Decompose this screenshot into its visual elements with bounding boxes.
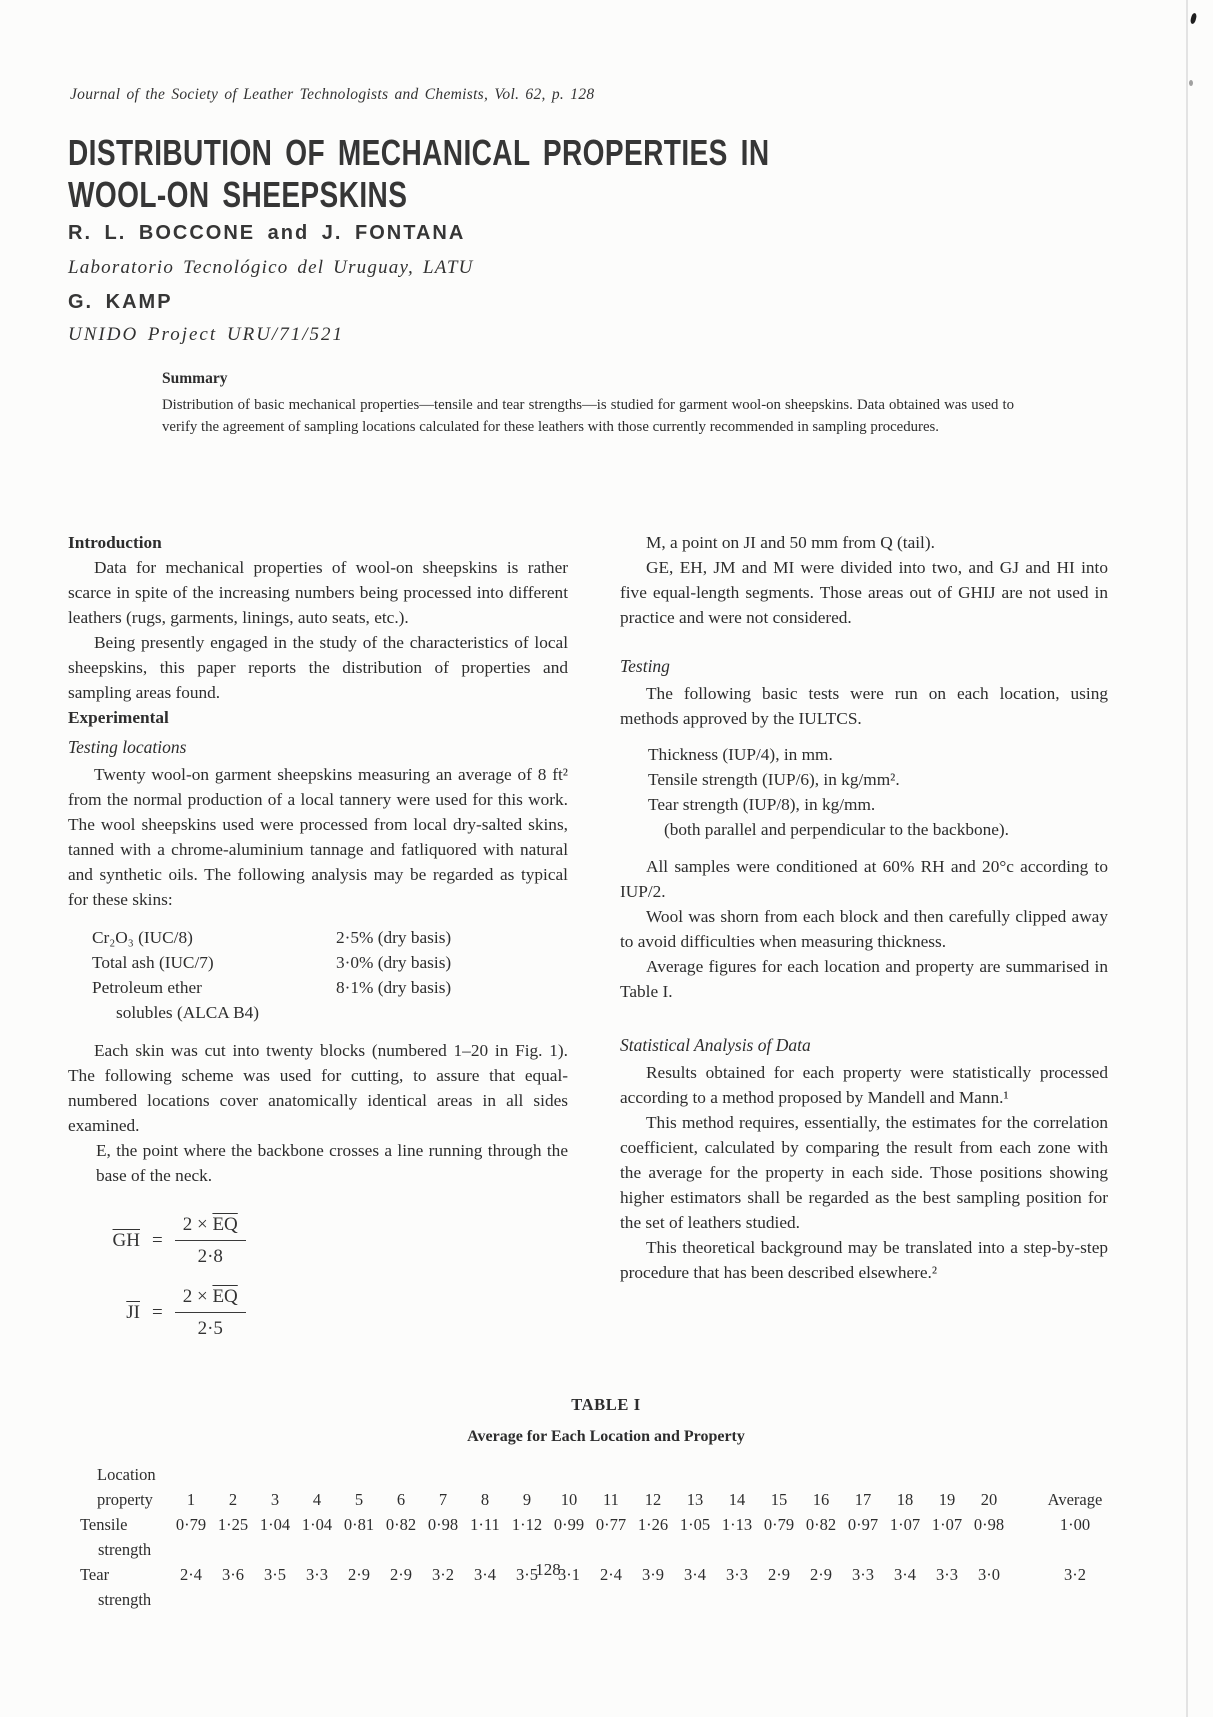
test-item: Tear strength (IUP/8), in kg/mm. — [648, 795, 876, 814]
location-number: 4 — [312, 1490, 322, 1509]
analysis-name — [92, 975, 336, 1025]
testing-paragraph-1: The following basic tests were run on each location, using methods approved by the IULTCS. — [620, 684, 1108, 728]
location-number: 11 — [603, 1490, 619, 1509]
wool-shorn-paragraph: Wool was shorn from each block and then carefully clipped away to avoid difficulties when measuring thickness. — [620, 907, 1108, 951]
tear-label-line-2: strength — [98, 1590, 152, 1609]
left-column — [68, 530, 568, 1356]
tensile-value: 0·79 — [763, 1515, 795, 1534]
tensile-value: 1·07 — [931, 1515, 963, 1534]
article-title-line-2: WOOL-ON SHEEPSKINS — [68, 174, 408, 215]
tear-value: 2·9 — [390, 1565, 412, 1584]
location-number: 2 — [228, 1490, 238, 1509]
analysis-name-line-2: solubles (ALCA B4) — [116, 1003, 260, 1022]
analysis-name-line-1: Cr₂O₃ (IUC/8) — [92, 928, 193, 947]
tear-value: 3·1 — [558, 1565, 580, 1584]
location-number: 9 — [522, 1490, 532, 1509]
location-number: 8 — [480, 1490, 490, 1509]
tests-note: (both parallel and perpendicular to the backbone). — [664, 820, 1010, 839]
tensile-value: 1·04 — [301, 1515, 333, 1534]
introduction-heading: Introduction — [68, 533, 162, 552]
statistical-analysis-subheading: Statistical Analysis of Data — [620, 1035, 811, 1055]
location-number: 13 — [686, 1490, 704, 1509]
tests-list — [648, 742, 1108, 842]
equals-sign: = — [152, 1302, 163, 1323]
tensile-value: 1·07 — [889, 1515, 921, 1534]
location-number-headers — [170, 1487, 1010, 1512]
authors-line: R. L. BOCCONE and J. FONTANA — [68, 222, 466, 244]
testing-subheading: Testing — [620, 656, 670, 676]
article-title-line-1: DISTRIBUTION OF MECHANICAL PROPERTIES IN — [68, 132, 770, 173]
tear-average-value: 3·2 — [1064, 1565, 1086, 1584]
location-number: 16 — [812, 1490, 830, 1509]
page-number: 128 — [535, 1560, 561, 1579]
tensile-value: 0·79 — [175, 1515, 207, 1534]
analysis-name-line-1: Petroleum ether — [92, 978, 202, 997]
tensile-value: 1·04 — [259, 1515, 291, 1534]
tear-value: 3·5 — [516, 1565, 538, 1584]
tensile-value: 1·12 — [511, 1515, 543, 1534]
formulas-block — [94, 1212, 568, 1341]
summary-section — [162, 370, 1014, 438]
equals-sign: = — [152, 1230, 163, 1251]
experimental-paragraph-1: Twenty wool-on garment sheepskins measuring an average of 8 ft² from the normal production of a local tannery were used for this work. The wool sheepskins used were processed from local dry-salted skins, tanned with a chrome-aluminium tannage and fatliquored with natural and synthetic oils. The following analysis may be regarded as typical for these skins: — [68, 765, 568, 909]
formula-gh — [94, 1212, 568, 1269]
tensile-value: 1·13 — [721, 1515, 753, 1534]
table-header-label-line-1: Location — [97, 1465, 156, 1484]
location-number: 1 — [186, 1490, 196, 1509]
formula-ji-lhs: $\overline{JI}$ — [126, 1302, 140, 1323]
tensile-value: 0·82 — [385, 1515, 417, 1534]
scan-speck-right-edge — [1189, 80, 1193, 86]
tear-value: 2·4 — [180, 1565, 202, 1584]
formula-gh-fraction — [175, 1212, 246, 1269]
analysis-name — [92, 950, 336, 975]
formula-ji-fraction — [175, 1284, 246, 1341]
statistical-paragraph-2: This method requires, essentially, the estimates for the correlation coefficient, calculated by comparing the result from each zone with the average for the property in each side. Those positions showing higher estimators shall be regarded as the best sampling position for the set of leathers studied. — [620, 1113, 1108, 1232]
analysis-row — [92, 975, 568, 1025]
tensile-average-value: 1·00 — [1059, 1515, 1091, 1534]
location-number: 6 — [396, 1490, 406, 1509]
location-number: 20 — [980, 1490, 998, 1509]
tear-value: 3·6 — [222, 1565, 244, 1584]
analysis-row — [92, 950, 568, 975]
table-1-title: TABLE I — [571, 1395, 641, 1414]
tests-items — [648, 742, 1108, 817]
location-number: 15 — [770, 1490, 788, 1509]
journal-header-line: Journal of the Society of Leather Technologists and Chemists, Vol. 62, p. 128 — [70, 86, 595, 103]
formula-ji — [94, 1284, 568, 1341]
tensile-label-line-1: Tensile — [80, 1515, 128, 1534]
tear-value: 2·9 — [768, 1565, 790, 1584]
tensile-label-line-2: strength — [98, 1540, 152, 1559]
tear-value: 3·2 — [432, 1565, 454, 1584]
tear-label-line-1: Tear — [80, 1565, 110, 1584]
tensile-value: 1·11 — [470, 1515, 500, 1534]
formula-gh-denominator: 2·8 — [197, 1246, 223, 1267]
location-number: 3 — [270, 1490, 280, 1509]
tensile-value: 1·05 — [679, 1515, 711, 1534]
scan-edge-line — [1186, 0, 1188, 1717]
tear-value: 3·4 — [894, 1565, 916, 1584]
tensile-value: 0·77 — [595, 1515, 627, 1534]
location-number: 14 — [728, 1490, 746, 1509]
location-number: 18 — [896, 1490, 914, 1509]
test-item: Thickness (IUP/4), in mm. — [648, 745, 833, 764]
tensile-strength-row — [70, 1512, 1142, 1562]
test-item: Tensile strength (IUP/6), in kg/mm². — [648, 770, 900, 789]
statistical-paragraph-3: This theoretical background may be translated into a step-by-step procedure that has been described elsewhere.² — [620, 1238, 1108, 1282]
tensile-value: 1·25 — [217, 1515, 249, 1534]
analysis-name-line-1: Total ash (IUC/7) — [92, 953, 214, 972]
location-number: 7 — [438, 1490, 448, 1509]
formula-ji-numerator: $2 \times \overline{EQ}$ — [175, 1284, 246, 1313]
analysis-name — [92, 925, 336, 950]
tensile-value: 0·82 — [805, 1515, 837, 1534]
experimental-heading: Experimental — [68, 708, 169, 727]
tear-value: 3·3 — [306, 1565, 328, 1584]
formula-ji-denominator: 2·5 — [197, 1318, 223, 1339]
right-paragraph-segments: GE, EH, JM and MI were divided into two, and GJ and HI into five equal-length segments. Those areas out of GHIJ are not used in practice and were not considered. — [620, 558, 1108, 627]
tear-value: 3·9 — [642, 1565, 664, 1584]
location-number: 17 — [854, 1490, 872, 1509]
analysis-value: 2·5% (dry basis) — [336, 928, 452, 947]
table-1-subtitle: Average for Each Location and Property — [467, 1428, 745, 1445]
analysis-value: 8·1% (dry basis) — [336, 978, 452, 997]
conditioning-paragraph: All samples were conditioned at 60% RH and 20°c according to IUP/2. — [620, 857, 1108, 901]
tear-value: 3·4 — [684, 1565, 706, 1584]
tensile-value: 1·26 — [637, 1515, 669, 1534]
analysis-row — [92, 925, 568, 950]
formula-gh-lhs: $\overline{GH}$ — [112, 1230, 140, 1251]
location-number: 19 — [938, 1490, 956, 1509]
article-title — [68, 132, 770, 216]
introduction-paragraph-1: Data for mechanical properties of wool-on sheepskins is rather scarce in spite of the increasing numbers being processed into different leathers (rugs, garments, linings, auto seats, etc.). — [68, 558, 568, 627]
average-column-header: Average — [1047, 1490, 1103, 1509]
introduction-paragraph-2: Being presently engaged in the study of the characteristics of local sheepskins, this paper reports the distribution of properties and sampling areas found. — [68, 633, 568, 702]
tear-value: 3·5 — [264, 1565, 286, 1584]
location-number: 5 — [354, 1490, 364, 1509]
tensile-values — [170, 1512, 1010, 1537]
analysis-value: 3·0% (dry basis) — [336, 953, 452, 972]
tear-value: 2·9 — [810, 1565, 832, 1584]
tensile-value: 0·98 — [427, 1515, 459, 1534]
tensile-value: 0·99 — [553, 1515, 585, 1534]
statistical-paragraph-1: Results obtained for each property were statistically processed according to a method proposed by Mandell and Mann.¹ — [620, 1063, 1108, 1107]
formula-gh-numerator: $2 \times \overline{EQ}$ — [175, 1212, 246, 1241]
right-column — [620, 530, 1108, 1285]
tear-value: 3·3 — [852, 1565, 874, 1584]
analysis-list — [92, 925, 568, 1025]
affiliation-latu: Laboratorio Tecnológico del Uruguay, LATU — [68, 257, 474, 278]
right-paragraph-m-point: M, a point on JI and 50 mm from Q (tail). — [646, 533, 935, 552]
tear-value: 3·3 — [936, 1565, 958, 1584]
location-number: 12 — [644, 1490, 662, 1509]
testing-locations-subheading: Testing locations — [68, 737, 187, 757]
table-header-label-line-2: property — [97, 1490, 153, 1509]
table-header-row — [70, 1462, 1142, 1512]
location-number: 10 — [560, 1490, 578, 1509]
tear-value: 2·4 — [600, 1565, 622, 1584]
tear-value: 3·3 — [726, 1565, 748, 1584]
experimental-paragraph-2: Each skin was cut into twenty blocks (numbered 1–20 in Fig. 1). The following scheme was used for cutting, to assure that equal-numbered locations cover anatomically identical areas in all sides examined. — [68, 1041, 568, 1135]
tear-value: 2·9 — [348, 1565, 370, 1584]
table-header-label — [70, 1462, 170, 1512]
author-kamp: G. KAMP — [68, 291, 173, 313]
summary-text: Distribution of basic mechanical properties—tensile and tear strengths—is studied for garment wool-on sheepskins. Data obtained was used to verify the agreement of sampling locations calculated for these leathers with those currently recommended in sampling procedures. — [162, 397, 1014, 435]
scan-speck-top-right — [1190, 13, 1198, 25]
tensile-value: 0·98 — [973, 1515, 1005, 1534]
experimental-paragraph-3: E, the point where the backbone crosses a line running through the base of the neck. — [96, 1141, 568, 1185]
affiliation-unido: UNIDO Project URU/71/521 — [68, 324, 344, 345]
tear-value: 3·0 — [978, 1565, 1000, 1584]
average-figures-paragraph: Average figures for each location and property are summarised in Table I. — [620, 957, 1108, 1001]
tensile-row-label — [70, 1512, 170, 1562]
tear-value: 3·4 — [474, 1565, 496, 1584]
summary-heading: Summary — [162, 370, 228, 387]
tensile-value: 0·97 — [847, 1515, 879, 1534]
tensile-value: 0·81 — [343, 1515, 375, 1534]
